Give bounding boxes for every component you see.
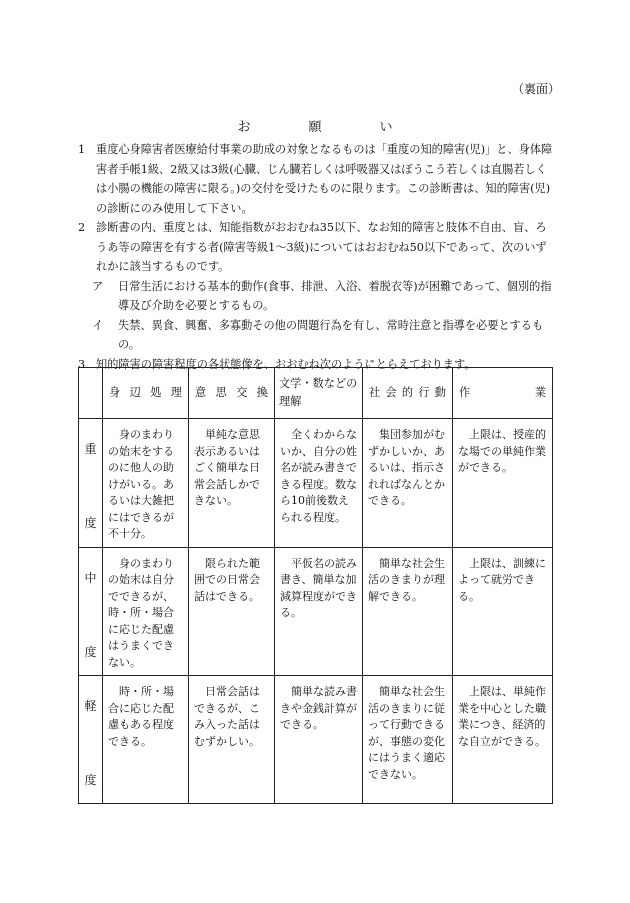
note-text: 知的障害の障害程度の各状態像を、おおむね次のようにとらえております。	[96, 357, 476, 371]
header-communication: 意思交換	[189, 368, 275, 419]
table-cell: 身のまわりの始末は自分でできるが、時・所・場合に応じた配慮はうまくできない。	[103, 547, 189, 676]
subnote-text: 失禁、異食、興奮、多寡動その他の問題行為を有し、常時注意と指導を必要とするもの。	[118, 318, 544, 351]
subnote-a	[78, 277, 553, 316]
header-literacy-numeracy: 文学・数などの理解	[275, 368, 363, 419]
subnote-b	[78, 316, 553, 355]
header-social-behavior: 社会的行動	[363, 368, 453, 419]
table-cell: 簡単な読み書きや金銭計算ができる。	[275, 676, 363, 804]
header-blank	[79, 368, 103, 419]
table-header-row	[79, 368, 553, 419]
row-label-mild: 軽 度	[79, 676, 103, 804]
note-text: 重度心身障害者医療給付事業の助成の対象となるものは「重度の知的障害(児)」と、身体障害者手帳1級、2級又は3級(心臓、じん臓若しくは呼吸器又はぼうこう若しくは直腸若しくは小腸の機能の障害に限る。)の交付を受けたものに限ります。この診断書は、知的障害(児)の診断にのみ使用して下さい。	[96, 143, 553, 215]
table-cell: 上限は、授産的な場での単純作業ができる。	[453, 419, 553, 548]
row-label-severe: 重 度	[79, 419, 103, 548]
table-row-moderate	[79, 547, 553, 676]
note-number: 1	[78, 143, 86, 156]
disability-level-table	[78, 367, 553, 804]
table-row-severe	[79, 419, 553, 548]
subnote-number: イ	[92, 318, 104, 332]
page-title: お願い	[237, 120, 451, 135]
table-cell: 上限は、訓練によって就労できる。	[453, 547, 553, 676]
reverse-side-label: （裏面）	[511, 82, 560, 96]
table-row-mild	[79, 676, 553, 804]
table-cell: 日常会話はできるが、こみ入った話はむずかしい。	[189, 676, 275, 804]
notes-section	[78, 140, 553, 374]
table-cell: 簡単な社会生活のきまりに従って行動できるが、事態の変化にはうまく適応できない。	[363, 676, 453, 804]
table-cell: 単純な意思表示あるいはごく簡単な日常会話しかできない。	[189, 419, 275, 548]
note-number: 2	[78, 221, 86, 234]
table-cell: 集団参加がむずかしいか、あるいは、指示されればなんとかできる。	[363, 419, 453, 548]
header-work: 作業	[453, 368, 553, 419]
table-cell: 簡単な社会生活のきまりが理解できる。	[363, 547, 453, 676]
note-2	[78, 218, 553, 277]
table-cell: 上限は、単純作業を中心とした職業につき、経済的な自立ができる。	[453, 676, 553, 804]
subnote-number: ア	[92, 279, 104, 293]
table-cell: 平仮名の読み書き、簡単な加減算程度ができる。	[275, 547, 363, 676]
row-label-moderate: 中 度	[79, 547, 103, 676]
table-cell: 身のまわりの始末をするのに他人の助けがいる。あるいは大雑把にはできるが不十分。	[103, 419, 189, 548]
table-cell: 時・所・場合に応じた配慮もある程度できる。	[103, 676, 189, 804]
note-text: 診断書の内、重度とは、知能指数がおおむね35以下、なお知的障害と肢体不自由、盲、ろうあ等の障害を有する者(障害等級1～3級)についてはおおむね50以下であって、次のいずれかに該当するものです。	[96, 221, 547, 273]
subnote-text: 日常生活における基本的動作(食事、排泄、入浴、着脱衣等)が困難であって、個別的指導及び介助を必要とするもの。	[118, 279, 552, 312]
note-1	[78, 140, 553, 218]
note-number: 3	[78, 357, 86, 371]
header-self-care: 身辺処理	[103, 368, 189, 419]
table-cell: 限られた範囲での日常会話はできる。	[189, 547, 275, 676]
table-cell: 全くわからないか、自分の姓名が読み書きできる程度。数なら10前後数えられる程度。	[275, 419, 363, 548]
